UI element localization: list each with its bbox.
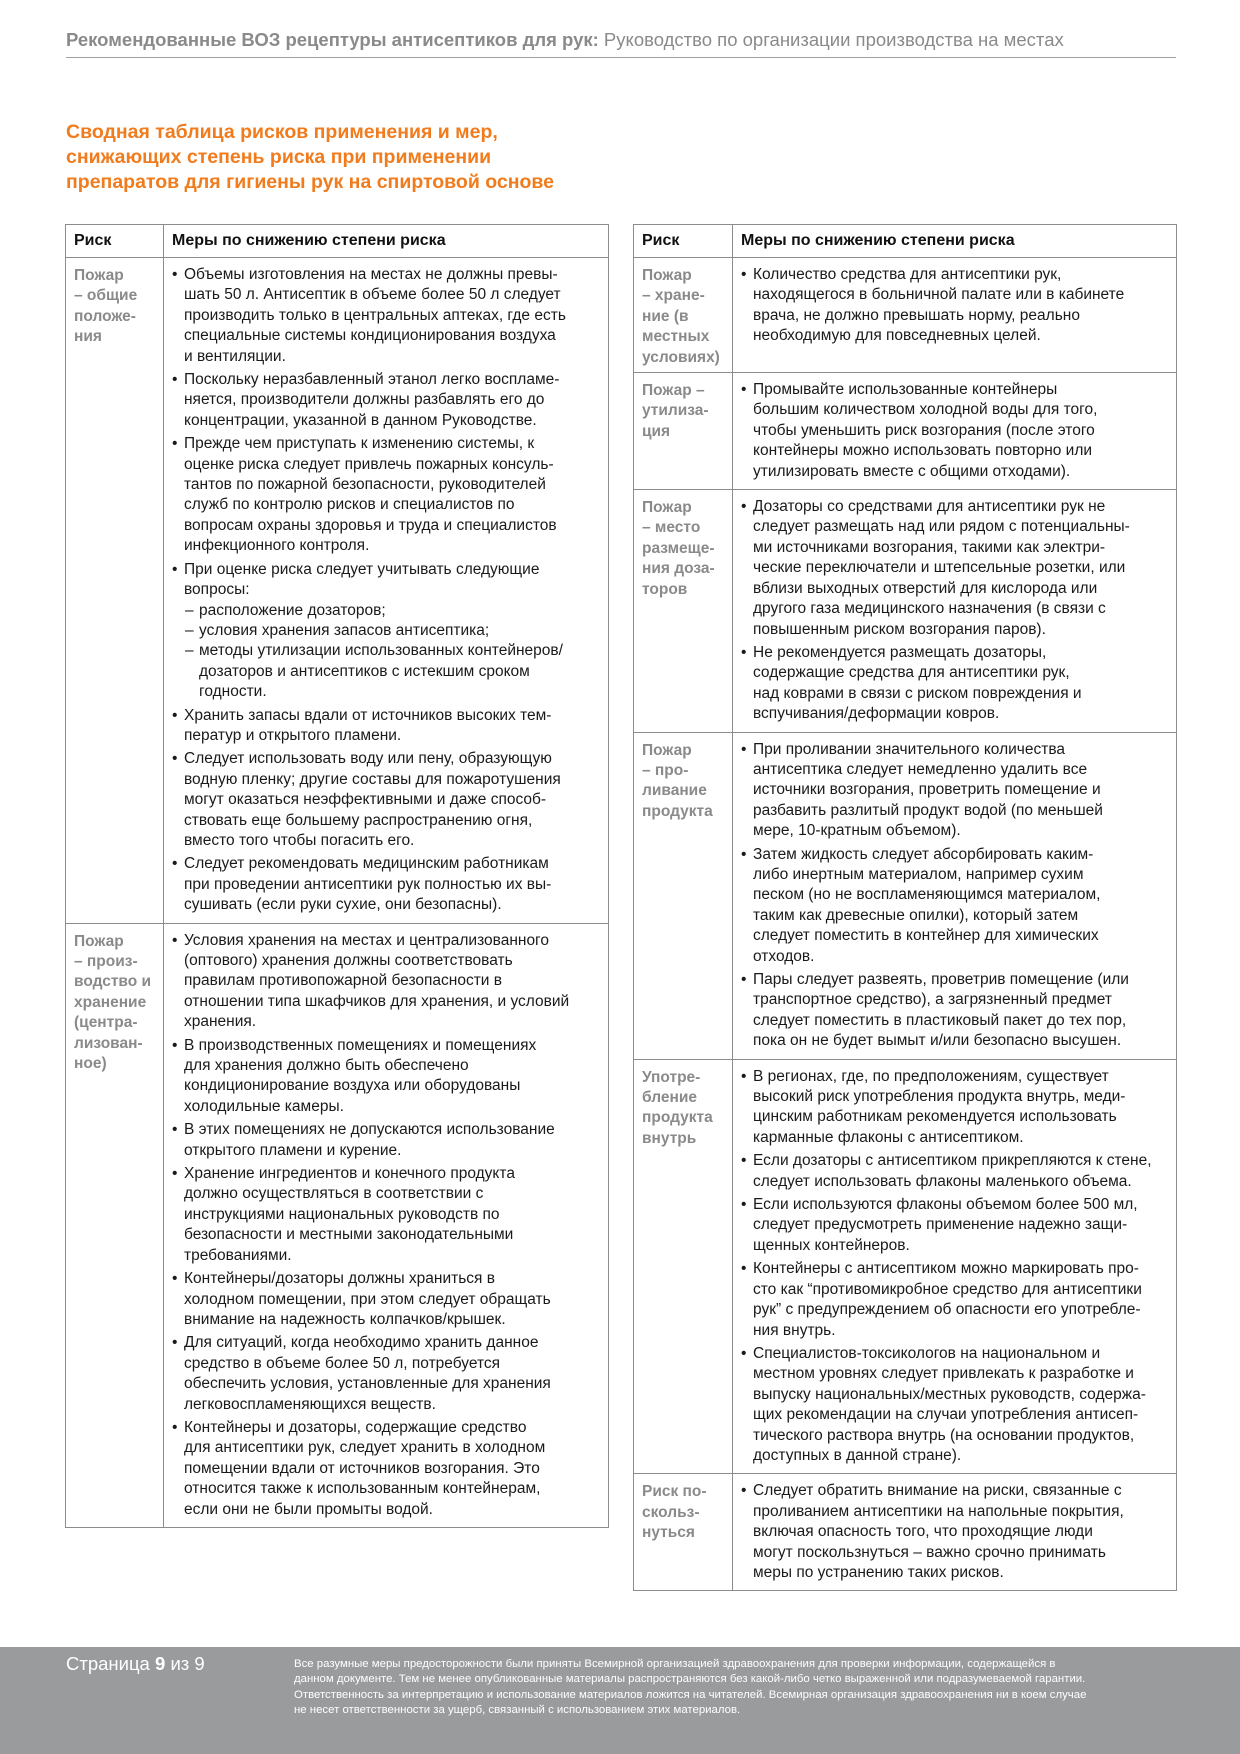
sub-item-line: годности. [199, 683, 267, 701]
page-number [66, 1652, 205, 1676]
risk-cell [66, 258, 164, 924]
measure-item [172, 706, 600, 747]
table-row [634, 258, 1177, 373]
measures-cell [733, 1474, 1177, 1591]
measure-line: правилам противопожарной безопасности в [184, 972, 503, 990]
measure-line: холодильные камеры. [184, 1097, 344, 1115]
measure-line: • Хранение ингредиентов и конечного продукта [184, 1165, 515, 1183]
measure-line: включая опасность того, что проходящие люди [753, 1523, 1093, 1541]
measure-item [172, 370, 600, 431]
measure-line: • Следует использовать воду или пену, образующую [184, 750, 552, 768]
risk-label-line: ния доза- [642, 560, 715, 578]
measure-line: рук” с предупреждением об опасности его употребле- [753, 1301, 1141, 1319]
measure-line: карманные флаконы с антисептиком. [753, 1128, 1024, 1146]
risk-label-line: утилиза- [642, 402, 709, 420]
measure-line: концентрации, указанной в данном Руководстве. [184, 411, 537, 429]
risk-label-line: Употре- [642, 1068, 701, 1086]
sub-item [185, 621, 600, 641]
measures-cell [164, 923, 609, 1527]
table-header-row [634, 225, 1177, 258]
measures-list [172, 265, 600, 916]
measure-line: необходимую для повседневных целей. [753, 327, 1041, 345]
measure-line: производить только в центральных аптеках, где есть [184, 306, 566, 324]
risk-label-line: Пожар – [642, 382, 705, 400]
measure-line: средство в объеме более 50 л, потребуется [184, 1354, 501, 1372]
table-header-row [66, 225, 609, 258]
measure-line: • Контейнеры/дозаторы должны храниться в [184, 1270, 495, 1288]
measure-line: щих рекомендации на случаи употребления антисеп- [753, 1406, 1139, 1424]
measure-line: кондиционирование воздуха или оборудованы [184, 1077, 521, 1095]
risk-cell [634, 373, 733, 490]
measures-list [741, 740, 1168, 1052]
measure-line: разбавить разлитый продукт водой (по меньшей [753, 801, 1103, 819]
measure-line: чтобы уменьшить риск возгорания (после этого [753, 421, 1095, 439]
measure-item [172, 1036, 600, 1118]
measure-line: • Пары следует развеять, проветрив помещение (или [753, 971, 1129, 988]
risk-label-line: размеще- [642, 539, 715, 557]
measure-line: следует использовать флаконы маленького объема. [753, 1172, 1132, 1190]
measure-sublist [172, 601, 600, 703]
measures-cell [733, 732, 1177, 1059]
measure-line: • Промывайте использованные контейнеры [753, 381, 1058, 399]
measure-line: контейнеры можно использовать повторно или [753, 442, 1093, 460]
measure-line: • При проливании значительного количества [753, 740, 1065, 758]
measure-line: оценке риска следует привлечь пожарных консуль- [184, 455, 554, 473]
sub-item-line: – расположение дозаторов; [199, 601, 386, 619]
measure-line: хранения. [184, 1013, 257, 1031]
column-header-measures: Меры по снижению степени риска [733, 225, 1177, 258]
page-of: из [170, 1653, 190, 1674]
risk-label-line: внутрь [642, 1129, 697, 1147]
measure-line: • Хранить запасы вдали от источников высоких тем- [184, 706, 552, 724]
risk-label-line: – место [642, 519, 701, 537]
measures-cell [164, 258, 609, 924]
risk-label-line: Пожар [642, 741, 692, 759]
measure-line: инструкциями национальных руководств по [184, 1205, 500, 1223]
measure-line: обеспечить условия, установленные для хранения [184, 1375, 551, 1393]
sub-item-line: – методы утилизации использованных контейнеров/ [199, 642, 563, 660]
risk-cell [634, 1059, 733, 1474]
measure-line: • Контейнеры с антисептиком можно маркировать про- [753, 1260, 1139, 1278]
measure-line: вместо того чтобы погасить его. [184, 831, 415, 849]
measure-line: следует размещать над или рядом с потенциальны- [753, 518, 1130, 536]
measure-item [172, 749, 600, 851]
table-row [634, 1474, 1177, 1591]
measure-item [741, 1481, 1168, 1583]
measure-line: следует поместить в контейнер для химических [753, 927, 1099, 945]
risk-label-line: продукта [642, 1109, 713, 1127]
risk-table-right [633, 224, 1177, 1591]
disclaimer-line: Все разумные меры предосторожности были приняты Всемирной организацией здравоохранения для проверки информации, содержащейся в [294, 1658, 1056, 1670]
risk-cell [634, 490, 733, 732]
measure-line: местном уровнях следует привлекать к разработке и [753, 1365, 1134, 1383]
risk-label-line: – произ- [74, 953, 138, 970]
measure-line: • Для ситуаций, когда необходимо хранить данное [184, 1334, 539, 1352]
measure-line: • Специалистов-токсикологов на национальном и [753, 1344, 1101, 1362]
column-header-risk: Риск [634, 225, 733, 258]
section-title-line: Сводная таблица рисков применения и мер, [66, 121, 498, 143]
measures-cell [733, 258, 1177, 373]
measure-line: (оптового) хранения должны соответствовать [184, 952, 513, 969]
risk-label-line: положе- [74, 307, 136, 325]
measure-line: должно осуществляться в соответствии с [184, 1185, 484, 1203]
table-row [66, 923, 609, 1527]
measure-line: шать 50 л. Антисептик в объеме более 50 л следует [184, 286, 561, 304]
measures-list [172, 931, 600, 1520]
risk-label-line: местных [642, 328, 710, 346]
section-title-line: снижающих степень риска при применении [66, 146, 492, 168]
risk-label-line: Пожар [642, 267, 692, 284]
risk-label-line: водство и [74, 973, 152, 991]
disclaimer-line: Ответственность за интерпретацию и использование материалов ложится на читателей. Всемирная организация здравоохранения ни в коем случае [294, 1688, 1087, 1701]
risk-label-line: – общие [74, 287, 138, 305]
measure-line: цинским работникам рекомендуется использовать [753, 1108, 1117, 1126]
measure-line: няется, производители должны разбавлять его до [184, 391, 545, 409]
measure-line: • В этих помещениях не допускаются использование [184, 1121, 555, 1139]
risk-label-line: Пожар [642, 499, 692, 517]
page-current: 9 [155, 1653, 166, 1674]
risk-table-left [65, 224, 609, 1528]
risk-label-line: – про- [642, 761, 689, 779]
measure-line: специальные системы кондиционирования воздуха [184, 327, 556, 345]
measures-cell [733, 373, 1177, 490]
measure-line: • Количество средства для антисептики рук, [753, 266, 1062, 283]
measure-line: • Объемы изготовления на местах не должны превы- [184, 266, 558, 283]
measure-line: внимание на надежность колпачков/крышек. [184, 1310, 506, 1328]
measures-list [741, 1481, 1168, 1583]
measure-line: врача, не должно превышать норму, реально [753, 306, 1080, 324]
measure-line: • Затем жидкость следует абсорбировать каким- [753, 845, 1094, 863]
measure-item [172, 1164, 600, 1266]
measure-item [172, 1269, 600, 1330]
measure-line: для хранения должно быть обеспечено [184, 1057, 469, 1075]
sub-item [185, 601, 600, 621]
risk-cell [66, 923, 164, 1527]
measure-item [741, 970, 1168, 1052]
measure-line: при проведении антисептики рук полностью их вы- [184, 875, 552, 893]
measure-item [741, 845, 1168, 967]
measure-item [741, 1259, 1168, 1341]
measure-line: • Контейнеры и дозаторы, содержащие средство [184, 1418, 527, 1436]
measure-line: либо инертным материалом, например сухим [753, 865, 1084, 883]
measure-line: вблизи выходных отверстий для кислорода или [753, 579, 1098, 597]
risk-label-line: Пожар [74, 932, 124, 950]
risk-label-line: бление [642, 1089, 697, 1107]
measure-line: • В регионах, где, по предположениям, существует [753, 1067, 1109, 1085]
risk-label-line: – хране- [642, 287, 705, 305]
measure-item [172, 854, 600, 915]
measure-line: доступных в данной стране). [753, 1446, 962, 1464]
risk-label-line: торов [642, 580, 688, 598]
measure-line: • Поскольку неразбавленный этанол легко воспламе- [184, 371, 560, 389]
measure-line: водную пленку; другие составы для пожаротушения [184, 770, 561, 788]
measure-line: транспортное средство), а загрязненный предмет [753, 991, 1113, 1009]
measure-item [172, 1418, 600, 1520]
risk-label-line: (центра- [74, 1014, 138, 1032]
column-header-risk: Риск [66, 225, 164, 258]
measure-line: повышенным риском возгорания паров). [753, 620, 1046, 638]
page-total: 9 [194, 1653, 205, 1674]
measure-line: если они не были промыты водой. [184, 1500, 433, 1518]
measures-cell [733, 490, 1177, 732]
measures-list [741, 1067, 1168, 1467]
measure-line: • При оценке риска следует учитывать следующие [184, 560, 540, 578]
measure-line: большим количеством холодной воды для того, [753, 401, 1098, 419]
measure-line: ния внутрь. [753, 1321, 836, 1339]
measure-line: таким как древесные опилки), который затем [753, 906, 1079, 924]
page-label: Страница [66, 1653, 150, 1674]
sub-item-line: дозаторов и антисептиков с истекшим сроком [199, 662, 530, 680]
measure-item [741, 1067, 1168, 1149]
risk-label-line: Риск по- [642, 1483, 707, 1501]
measure-line: тантов по пожарной безопасности, руководителей [184, 476, 546, 494]
measure-item [741, 265, 1168, 347]
measure-line: инфекционного контроля. [184, 537, 370, 555]
risk-label-line: хранение [74, 993, 147, 1011]
measure-line: содержащие средства для антисептики рук, [753, 664, 1070, 682]
risk-label-line: условиях) [642, 348, 720, 366]
measure-line: • Дозаторы со средствами для антисептики рук не [753, 498, 1106, 516]
measure-item [172, 1333, 600, 1415]
measure-item [741, 497, 1168, 640]
risk-label-line: ния [74, 328, 102, 346]
measure-line: помещении вдали от источников возгорания. Это [184, 1459, 540, 1477]
measure-line: и вентиляции. [184, 347, 286, 365]
measure-line: песком (но не воспламеняющимся материалом, [753, 886, 1101, 904]
measure-line: вспучивания/деформации ковров. [753, 705, 1000, 723]
measure-item [741, 1195, 1168, 1256]
footer-disclaimer [294, 1657, 1184, 1718]
measure-line: следует предусмотреть применение надежно защи- [753, 1216, 1128, 1234]
measure-line: • Следует обратить внимание на риски, связанные с [753, 1482, 1122, 1500]
measure-line: ствовать еще большему распространению огня, [184, 811, 533, 829]
measure-line: утилизировать вместе с общими отходами). [753, 462, 1071, 480]
measure-line: • Прежде чем приступать к изменению системы, к [184, 435, 535, 453]
risk-cell [634, 258, 733, 373]
measure-line: легковоспламеняющихся веществ. [184, 1395, 436, 1413]
measure-line: мере, 10-кратным объемом). [753, 822, 961, 840]
risk-cell [634, 732, 733, 1059]
table-row [634, 490, 1177, 732]
measures-list [741, 497, 1168, 724]
measure-line: выпуску национальных/местных руководств, содержа- [753, 1385, 1146, 1403]
measure-line: над коврами в связи с риском повреждения и [753, 684, 1082, 702]
measure-line: антисептика следует немедленно удалить все [753, 760, 1088, 778]
section-title-line: препаратов для гигиены рук на спиртовой основе [66, 171, 554, 193]
measure-line: тического раствора внутрь (на основании продуктов, [753, 1426, 1135, 1444]
risk-label-line: лизован- [74, 1034, 143, 1052]
measure-line: вопросам охраны здоровья и труда и специалистов [184, 516, 557, 534]
measure-line: • Не рекомендуется размещать дозаторы, [753, 643, 1047, 661]
table-row [634, 373, 1177, 490]
measure-line: вопросы: [184, 581, 250, 599]
measure-line: щенных контейнеров. [753, 1236, 910, 1254]
section-title [66, 120, 626, 195]
measure-item [741, 740, 1168, 842]
measure-item [172, 1120, 600, 1161]
measure-line: источники возгорания, проветрить помещение и [753, 781, 1101, 799]
measure-line: отходов. [753, 947, 815, 965]
risk-label-line: ливание [642, 782, 707, 800]
measure-line: для антисептики рук, следует хранить в холодном [184, 1439, 546, 1457]
risk-label-line: нуться [642, 1524, 695, 1542]
sub-item-line: – условия хранения запасов антисептика; [199, 621, 490, 639]
measure-line: ператур и открытого пламени. [184, 726, 402, 744]
measures-cell [733, 1059, 1177, 1474]
measure-line: пока он не будет вымыт и/или безопасно высушен. [753, 1032, 1122, 1050]
header-title-bold: Рекомендованные ВОЗ рецептуры антисептиков для рук: [66, 29, 599, 50]
column-header-measures: Меры по снижению степени риска [164, 225, 609, 258]
measures-list [741, 380, 1168, 482]
measure-item [741, 380, 1168, 482]
table-row [634, 1059, 1177, 1474]
header-title-rest: Руководство по организации производства на местах [603, 29, 1064, 50]
table-body [634, 258, 1177, 1591]
measure-line: находящегося в больничной палате или в кабинете [753, 286, 1125, 304]
measure-line: • Если используются флаконы объемом более 500 мл, [753, 1196, 1138, 1214]
measure-line: сто как “противомикробное средство для антисептики [753, 1280, 1142, 1298]
measure-line: • В производственных помещениях и помещениях [184, 1036, 537, 1054]
measure-line: безопасности и местными законодательными [184, 1226, 514, 1244]
risk-label-line: продукта [642, 802, 713, 820]
running-header [66, 28, 1176, 58]
risk-label-line: ция [642, 422, 671, 440]
risk-label-line: ное) [74, 1055, 107, 1073]
measure-line: • Условия хранения на местах и централизованного [184, 931, 549, 949]
measure-line: открытого пламени и курение. [184, 1141, 402, 1159]
measure-line: следует поместить в пластиковый пакет до тех пор, [753, 1011, 1127, 1029]
table-row [634, 732, 1177, 1059]
disclaimer-line: данном документе. Тем не менее опубликованные материалы распространяются без какой-либо четко выраженной или подразумеваемой гарантии. [294, 1673, 1086, 1686]
disclaimer-line: не несет ответственности за ущерб, связанный с использованием этих материалов. [294, 1703, 741, 1716]
measure-item [172, 434, 600, 556]
risk-label-line: Пожар [74, 267, 124, 284]
risk-label-line: ние (в [642, 307, 689, 325]
measure-line: • Если дозаторы с антисептиком прикрепляются к стене, [753, 1152, 1152, 1170]
measure-line: могут оказаться неэффективными и даже способ- [184, 791, 547, 809]
risk-cell [634, 1474, 733, 1591]
measure-item [172, 931, 600, 1033]
table-row [66, 258, 609, 924]
measure-line: относится также к использованным контейнерам, [184, 1480, 541, 1498]
measures-list [741, 265, 1168, 347]
measure-item [741, 1151, 1168, 1192]
measure-item [741, 643, 1168, 725]
measure-line: сушивать (если руки сухие, они безопасны). [184, 896, 502, 914]
measure-line: меры по устранению таких рисков. [753, 1563, 1004, 1581]
measure-line: требованиями. [184, 1246, 292, 1264]
measure-item [172, 265, 600, 367]
measure-line: служб по контролю рисков и специалистов по [184, 496, 515, 514]
measure-item [172, 560, 600, 601]
measure-line: высокий риск употребления продукта внутрь, меди- [753, 1088, 1126, 1106]
measure-line: отношении типа шкафчиков для хранения, и условий [184, 992, 570, 1010]
measure-item [741, 1344, 1168, 1466]
measure-line: могут поскользнуться – важно срочно принимать [753, 1543, 1106, 1561]
measure-line: • Следует рекомендовать медицинским работникам [184, 855, 549, 873]
measure-line: холодном помещении, при этом следует обращать [184, 1290, 551, 1308]
measure-line: ческие переключатели и штепсельные розетки, или [753, 559, 1126, 577]
measure-line: ми источниками возгорания, такими как электри- [753, 538, 1106, 556]
measure-line: другого газа медицинского назначения (в связи с [753, 600, 1106, 618]
risk-label-line: скольз- [642, 1503, 700, 1521]
table-body [66, 258, 609, 1528]
sub-item [185, 641, 600, 702]
measure-line: проливанием антисептики на напольные покрытия, [753, 1502, 1124, 1520]
